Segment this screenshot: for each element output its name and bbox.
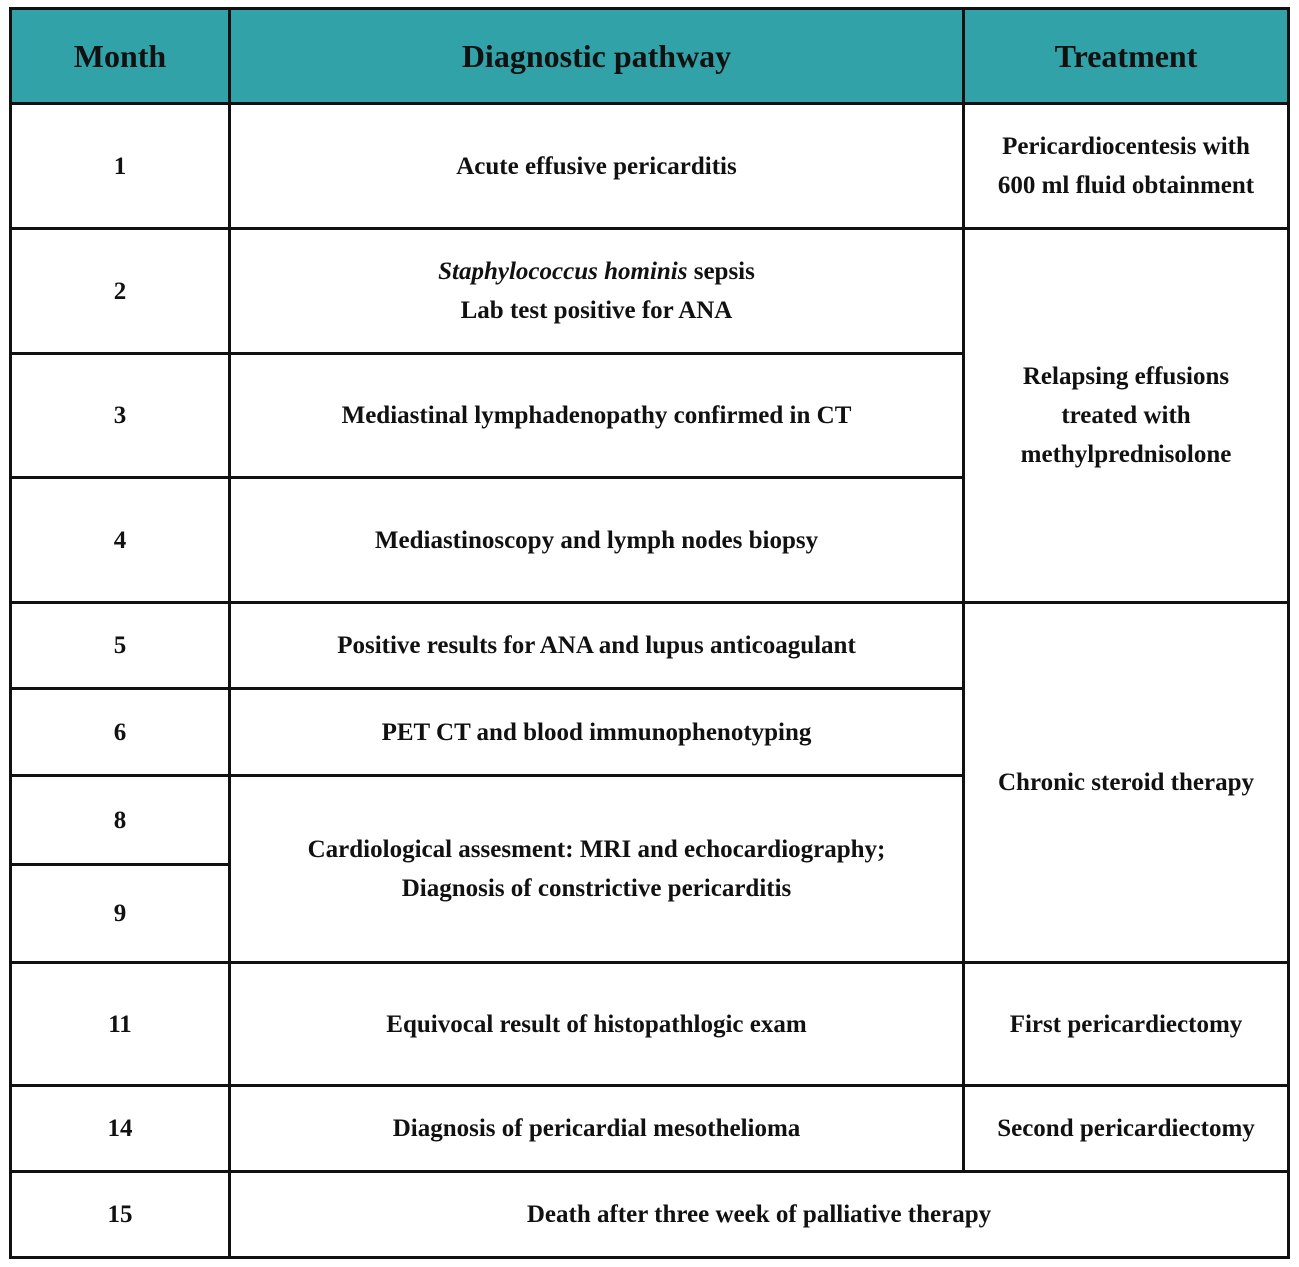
month-cell: 4 [11, 478, 230, 603]
diagnostic-suffix: sepsis [687, 258, 755, 285]
table-row [11, 104, 1289, 229]
header-month: Month [11, 9, 230, 104]
diagnostic-cell [230, 776, 964, 963]
diagnostic-cell: Mediastinoscopy and lymph nodes biopsy [230, 478, 964, 603]
table-row [11, 1172, 1289, 1258]
diagnostic-cell: Positive results for ANA and lupus anticoagulant [230, 603, 964, 689]
treatment-line: Relapsing effusions [1022, 363, 1230, 390]
diagnostic-line: Cardiological assesment: MRI and echocardiography; [307, 836, 886, 863]
month-cell: 9 [11, 865, 230, 963]
organism-name: Staphylococcus hominis [438, 258, 688, 285]
treatment-line: methylprednisolone [1020, 441, 1232, 468]
diagnostic-line [245, 252, 948, 291]
diagnostic-cell: Mediastinal lymphadenopathy confirmed in CT [230, 354, 964, 478]
treatment-cell: Chronic steroid therapy [964, 603, 1289, 963]
table-body [11, 104, 1289, 1258]
diagnostic-cell: PET CT and blood immunophenotyping [230, 689, 964, 776]
treatment-line: 600 ml fluid obtainment [997, 172, 1255, 199]
header-row [11, 9, 1289, 104]
diagnostic-line: Lab test positive for ANA [460, 297, 733, 324]
table-row [11, 603, 1289, 689]
header-treatment: Treatment [964, 9, 1289, 104]
diagnostic-cell: Equivocal result of histopathlogic exam [230, 963, 964, 1086]
treatment-cell [964, 229, 1289, 603]
month-cell: 5 [11, 603, 230, 689]
treatment-cell: First pericardiectomy [964, 963, 1289, 1086]
table-row [11, 1086, 1289, 1172]
table-row [11, 229, 1289, 354]
diagnostic-cell [230, 229, 964, 354]
treatment-line: treated with [1061, 402, 1191, 429]
table-header [11, 9, 1289, 104]
treatment-line: Pericardiocentesis with [1002, 133, 1250, 160]
diagnostic-cell: Acute effusive pericarditis [230, 104, 964, 229]
month-cell: 3 [11, 354, 230, 478]
month-cell: 14 [11, 1086, 230, 1172]
diagnostic-line: Diagnosis of constrictive pericarditis [401, 875, 792, 902]
month-cell: 15 [11, 1172, 230, 1258]
table-row [11, 963, 1289, 1086]
month-cell: 1 [11, 104, 230, 229]
month-cell: 8 [11, 776, 230, 865]
month-cell: 11 [11, 963, 230, 1086]
outcome-cell: Death after three week of palliative therapy [230, 1172, 1289, 1258]
treatment-cell [964, 104, 1289, 229]
month-cell: 2 [11, 229, 230, 354]
treatment-cell: Second pericardiectomy [964, 1086, 1289, 1172]
diagnostic-cell: Diagnosis of pericardial mesothelioma [230, 1086, 964, 1172]
timeline-table [9, 7, 1290, 1259]
header-diagnostic-pathway: Diagnostic pathway [230, 9, 964, 104]
month-cell: 6 [11, 689, 230, 776]
